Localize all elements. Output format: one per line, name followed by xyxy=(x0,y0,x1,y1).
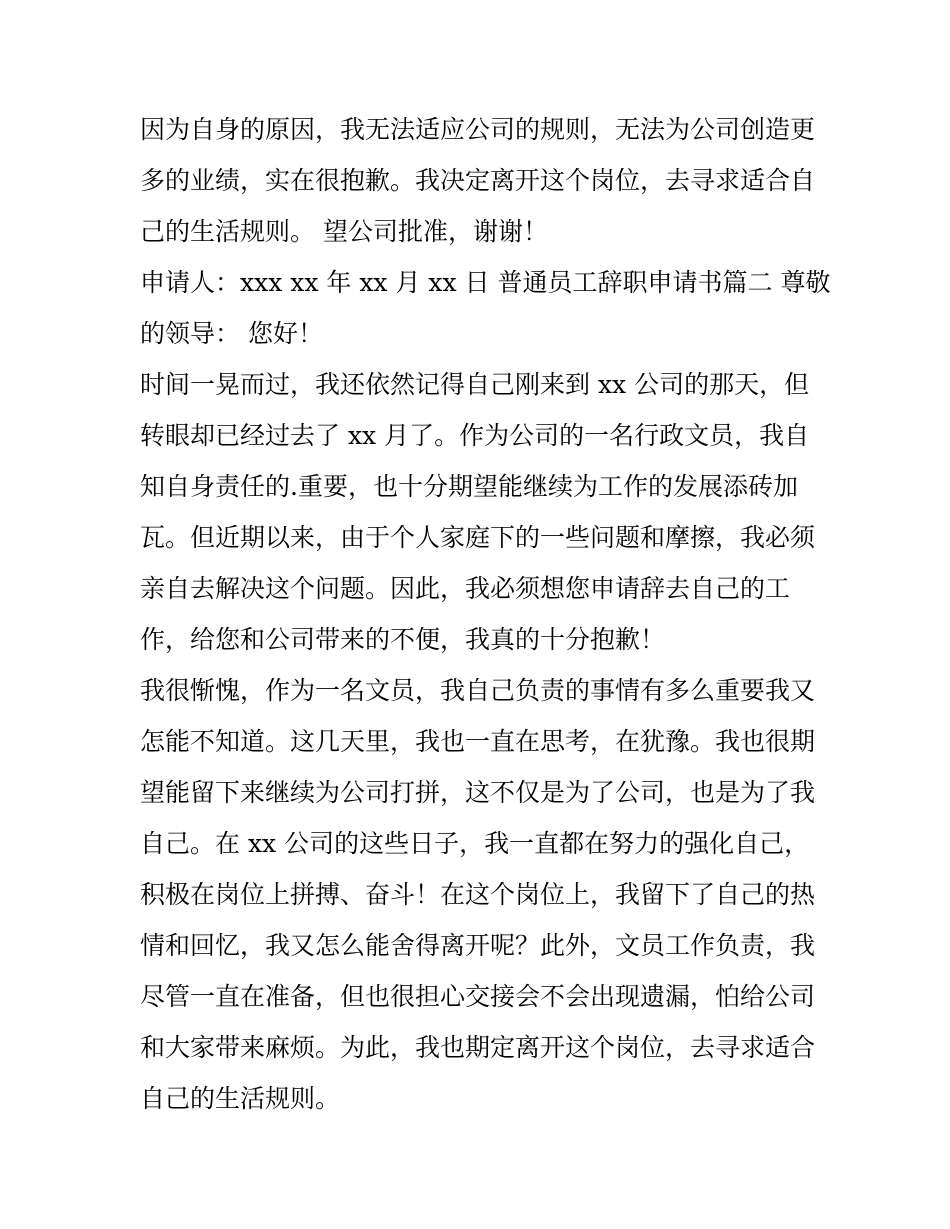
text-line: 怎能不知道。这几天里，我也一直在思考，在犹豫。我也很期 xyxy=(140,727,816,756)
text-line: 情和回忆，我又怎么能舍得离开呢？此外，文员工作负责，我 xyxy=(140,931,816,960)
text-line: 尽管一直在准备，但也很担心交接会不会出现遗漏，怕给公司 xyxy=(140,982,816,1011)
text-line: 自己的生活规则。 xyxy=(140,1084,341,1113)
text-line: 知自身责任的.重要，也十分期望能继续为工作的发展添砖加 xyxy=(140,472,798,501)
document-body-text xyxy=(140,104,831,1124)
text-line: 瓦。但近期以来，由于个人家庭下的一些问题和摩擦，我必须 xyxy=(140,523,816,552)
text-line: 因为自身的原因，我无法适应公司的规则，无法为公司创造更 xyxy=(140,115,816,144)
text-line: 我很惭愧，作为一名文员，我自己负责的事情有多么重要我又 xyxy=(140,676,816,705)
text-line: 己的生活规则。 望公司批准，谢谢！ xyxy=(140,217,548,246)
text-line: 亲自去解决这个问题。因此，我必须想您申请辞去自己的工 xyxy=(140,574,791,603)
text-line: 转眼却已经过去了 xx 月了。作为公司的一名行政文员，我自 xyxy=(140,421,810,450)
text-line: 自己。在 xx 公司的这些日子，我一直都在努力的强化自己， xyxy=(140,829,810,858)
text-line: 多的业绩，实在很抱歉。我决定离开这个岗位，去寻求适合自 xyxy=(140,166,816,195)
text-line: 作，给您和公司带来的不便，我真的十分抱歉！ xyxy=(140,625,666,654)
text-line: 申请人：xxx xx 年 xx 月 xx 日 普通员工辞职申请书篇二 尊敬 xyxy=(140,268,831,297)
text-line: 时间一晃而过，我还依然记得自己刚来到 xx 公司的那天，但 xyxy=(140,370,810,399)
text-line: 积极在岗位上拼搏、奋斗！在这个岗位上，我留下了自己的热 xyxy=(140,880,816,909)
text-line: 的领导： 您好！ xyxy=(140,319,323,348)
text-line: 望能留下来继续为公司打拼，这不仅是为了公司，也是为了我 xyxy=(140,778,816,807)
text-line: 和大家带来麻烦。为此，我也期定离开这个岗位，去寻求适合 xyxy=(140,1033,816,1062)
